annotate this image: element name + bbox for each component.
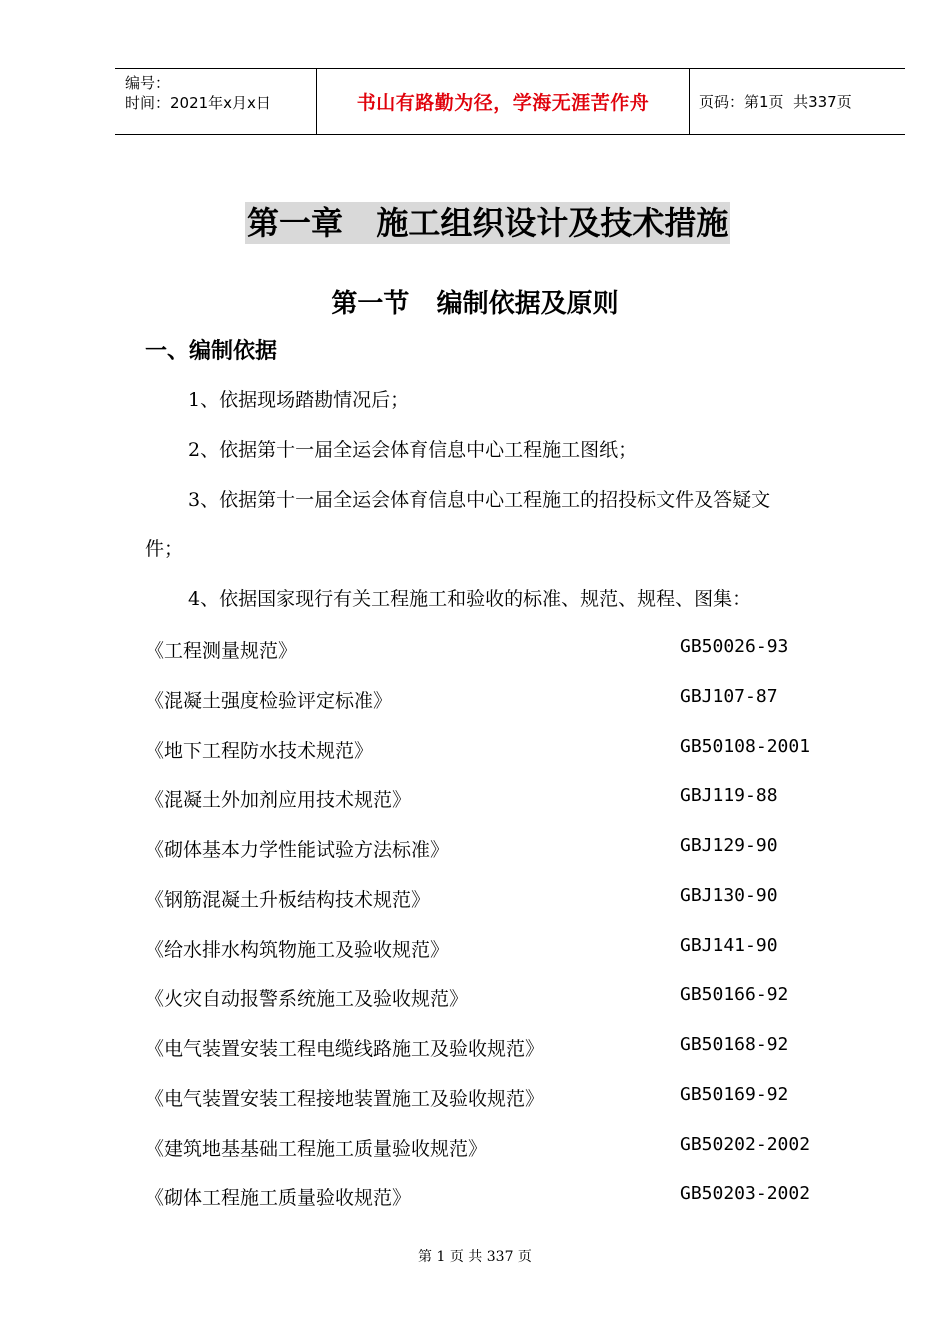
standard-row	[145, 1034, 865, 1064]
paragraph-4: 4、依据国家现行有关工程施工和验收的标准、规范、规程、图集：	[188, 588, 752, 610]
section-title: 第一节 编制依据及原则	[331, 289, 619, 319]
page-header	[115, 68, 905, 135]
page-footer: 第 1 页 共 337 页	[418, 1249, 532, 1265]
chapter-title: 第一章 施工组织设计及技术措施	[247, 204, 729, 242]
standard-code: GB50168-92	[680, 1034, 789, 1055]
standard-name: 《混凝土强度检验评定标准》	[145, 690, 393, 712]
standard-code: GBJ107-87	[680, 686, 778, 707]
standard-name: 《砌体基本力学性能试验方法标准》	[145, 839, 450, 861]
standard-row	[145, 686, 865, 716]
header-meta	[115, 69, 316, 134]
paragraph-3-continued: 件；	[145, 538, 184, 560]
standard-code: GB50026-93	[680, 636, 789, 657]
header-page-text: 页码：第1页 共337页	[699, 93, 852, 111]
header-page-info	[690, 69, 905, 134]
header-motto: 书山有路勤为径，学海无涯苦作舟	[316, 69, 690, 134]
standard-row	[145, 1084, 865, 1114]
standard-name: 《电气装置安装工程接地装置施工及验收规范》	[145, 1088, 545, 1110]
standard-code: GB50203-2002	[680, 1183, 811, 1204]
standard-name: 《砌体工程施工质量验收规范》	[145, 1187, 412, 1209]
document-number-label: 编号：	[125, 74, 171, 92]
standard-name: 《建筑地基基础工程施工质量验收规范》	[145, 1138, 488, 1160]
standard-row	[145, 1183, 865, 1213]
standard-row	[145, 885, 865, 915]
paragraph-3: 3、依据第十一届全运会体育信息中心工程施工的招投标文件及答疑文	[188, 489, 771, 511]
document-time-label: 时间：2021年x月x日	[125, 94, 271, 112]
standard-code: GBJ141-90	[680, 935, 778, 956]
standard-name: 《火灾自动报警系统施工及验收规范》	[145, 988, 469, 1010]
standard-name: 《钢筋混凝土升板结构技术规范》	[145, 889, 431, 911]
standard-code: GBJ129-90	[680, 835, 778, 856]
standard-code: GB50202-2002	[680, 1134, 811, 1155]
standard-name: 《给水排水构筑物施工及验收规范》	[145, 939, 450, 961]
standard-code: GB50108-2001	[680, 736, 811, 757]
standard-row	[145, 636, 865, 666]
standard-code: GBJ130-90	[680, 885, 778, 906]
standard-code: GB50166-92	[680, 984, 789, 1005]
paragraph-1: 1、依据现场踏勘情况后；	[188, 389, 410, 411]
standard-name: 《工程测量规范》	[145, 640, 298, 662]
standard-code: GBJ119-88	[680, 785, 778, 806]
standard-row	[145, 736, 865, 766]
standard-row	[145, 935, 865, 965]
subsection-title: 一、编制依据	[145, 339, 278, 364]
standard-row	[145, 984, 865, 1014]
standard-name: 《混凝土外加剂应用技术规范》	[145, 789, 412, 811]
standard-row	[145, 835, 865, 865]
standard-code: GB50169-92	[680, 1084, 789, 1105]
standard-row	[145, 1134, 865, 1164]
standard-name: 《电气装置安装工程电缆线路施工及验收规范》	[145, 1038, 545, 1060]
paragraph-2: 2、依据第十一届全运会体育信息中心工程施工图纸；	[188, 439, 638, 461]
standard-name: 《地下工程防水技术规范》	[145, 740, 374, 762]
standard-row	[145, 785, 865, 815]
